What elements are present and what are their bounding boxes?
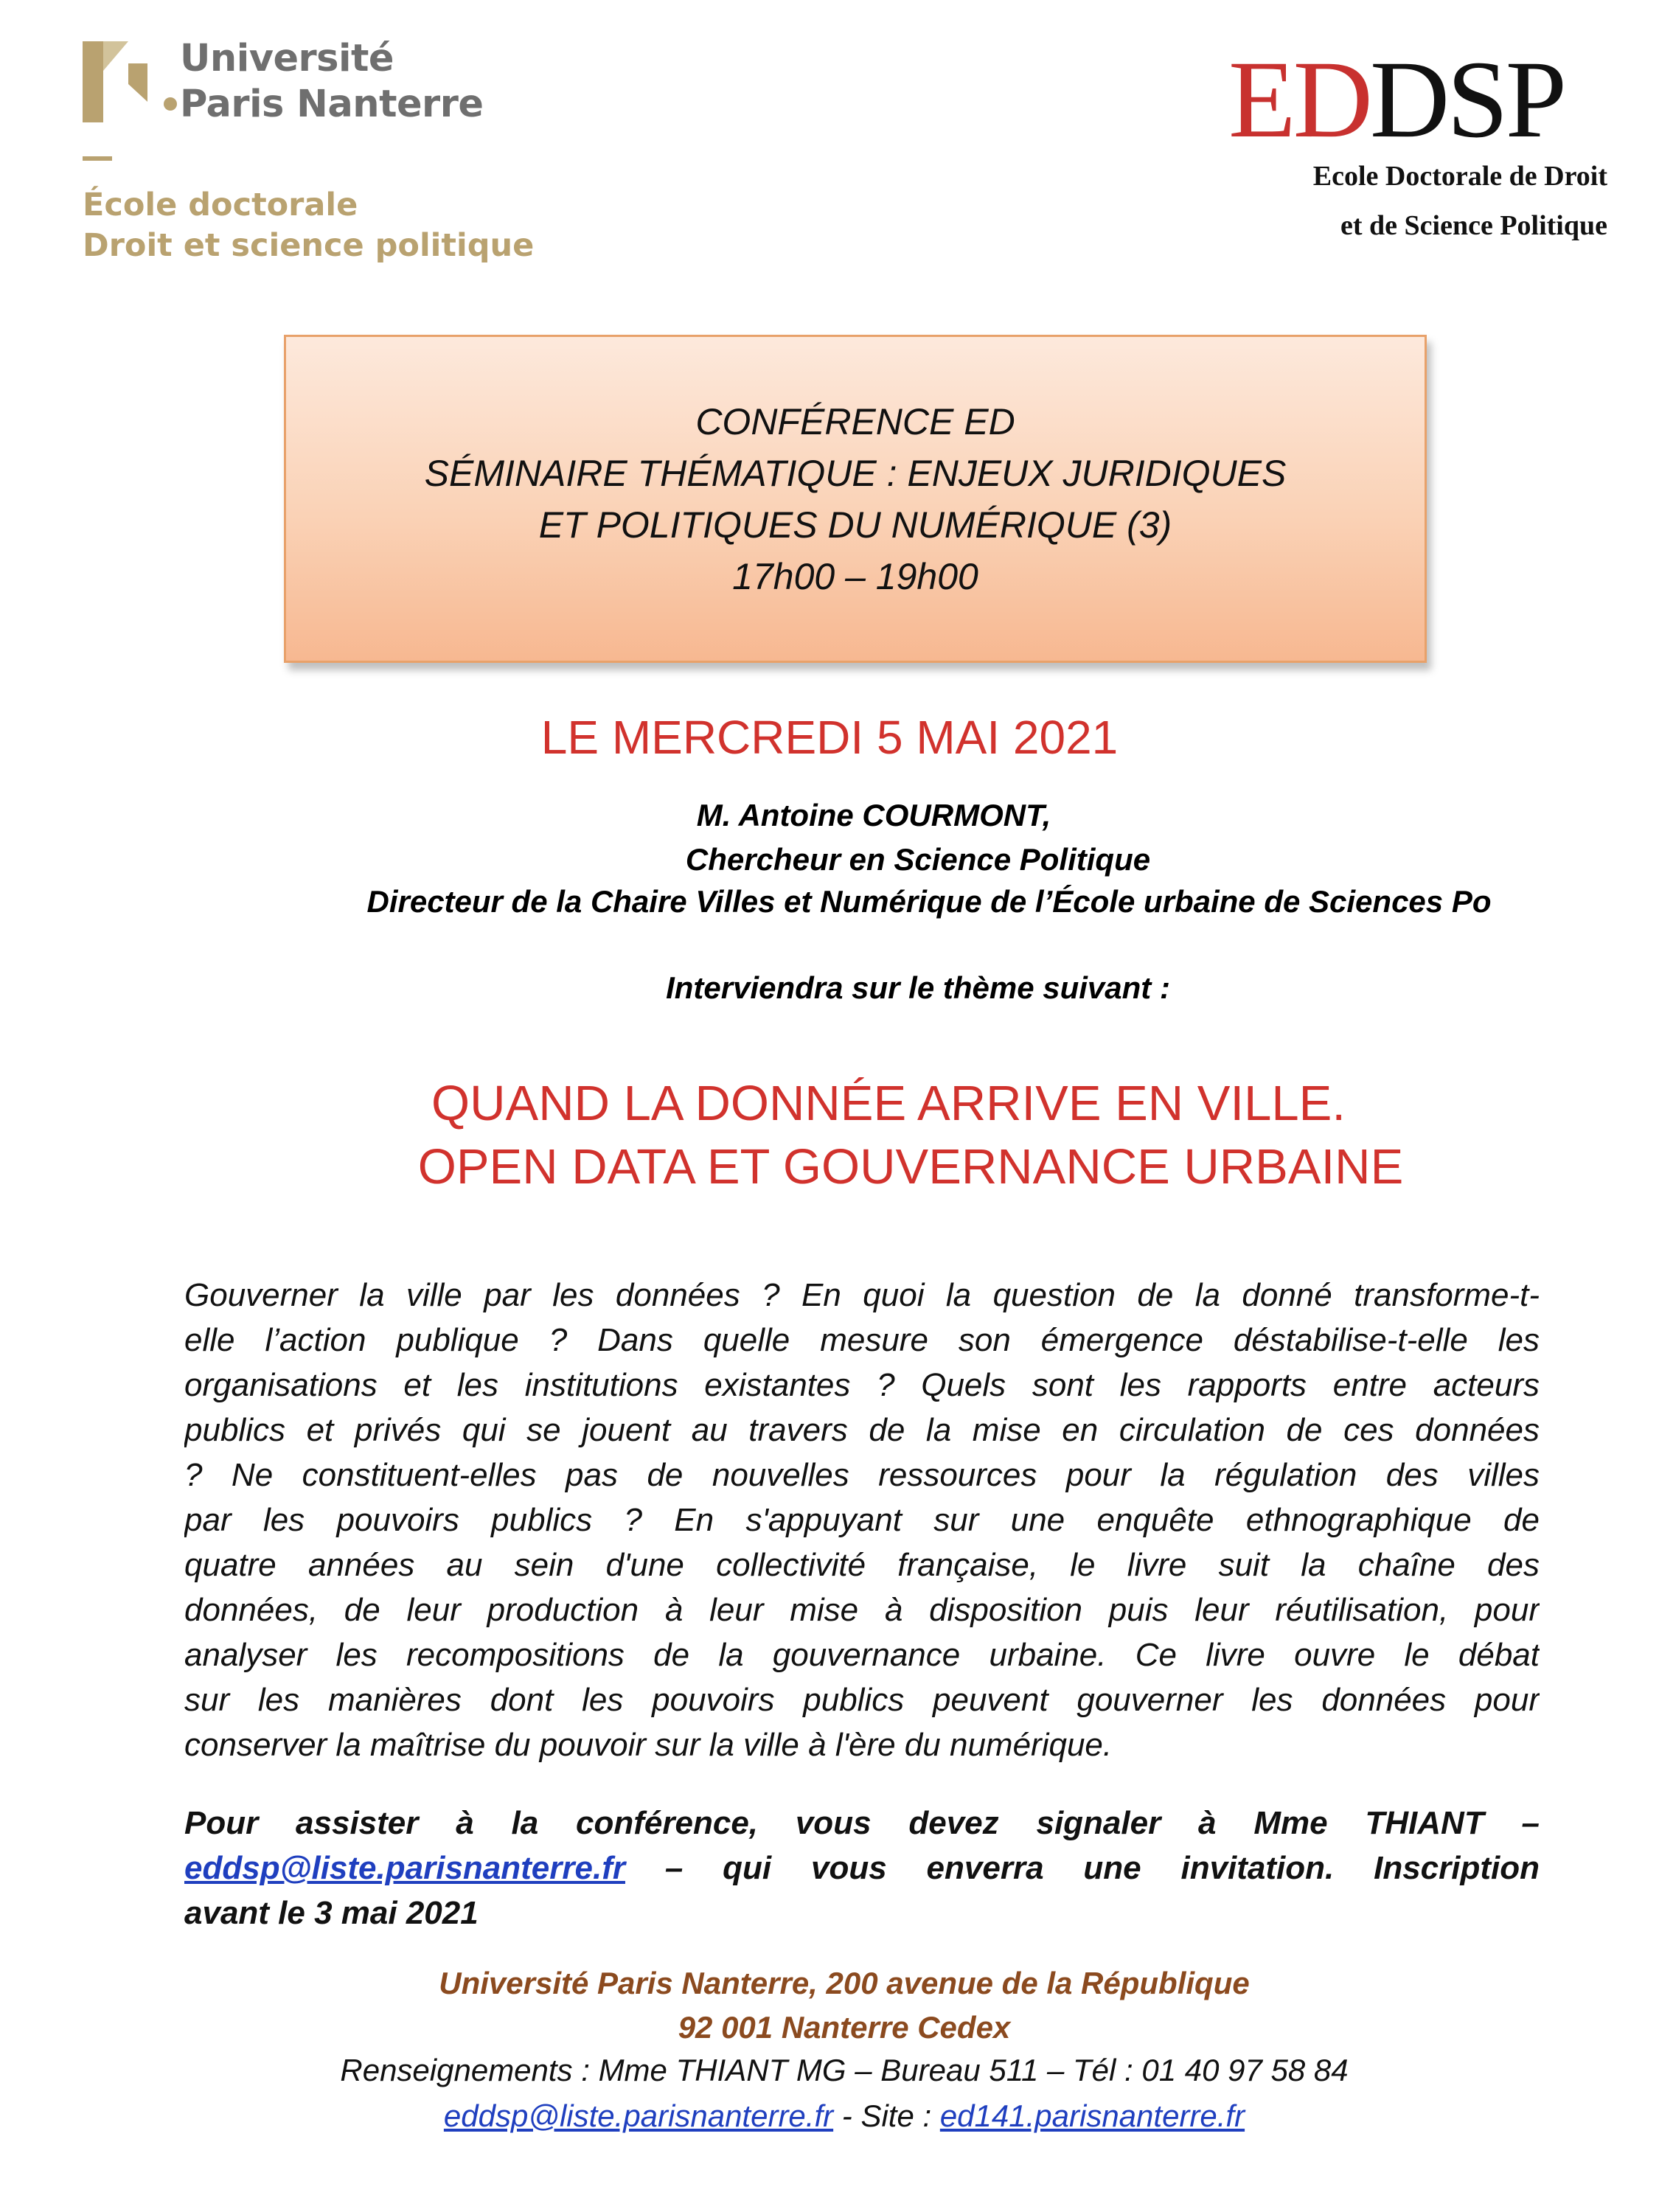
banner-line3: ET POLITIQUES DU NUMÉRIQUE (3) [538,504,1172,546]
upn-dot [164,97,177,111]
talk-title-line2: OPEN DATA ET GOUVERNANCE URBAINE [417,1139,1404,1194]
upn-name-line2: Paris Nanterre [180,83,484,126]
eddsp-acronym-black: DSP [1369,38,1565,161]
registration-line1: Pour assister à la conférence, vous devez signaler à Mme THIANT – [184,1805,1540,1841]
abstract-paragraph [184,1273,1540,1767]
footer-site-link[interactable]: ed141.parisnanterre.fr [939,2098,1245,2133]
banner-time: 17h00 – 19h00 [732,555,978,597]
upn-dash-divider [83,156,112,161]
footer-email-link[interactable]: eddsp@liste.parisnanterre.fr [443,2098,834,2133]
abstract-line: ? Ne constituent-elles pas de nouvelles ressources pour la régulation des villes [184,1457,1540,1493]
eddsp-acronym-red: ED [1228,38,1370,161]
speaker-name: M. Antoine COURMONT, [696,798,1051,832]
abstract-line: données, de leur production à leur mise à disposition puis leur réutilisation, pour [184,1592,1540,1628]
school-line1: École doctorale [83,187,358,223]
contact-links [15,2094,1659,2138]
abstract-line: analyser les recompositions de la gouvernance urbaine. Ce livre ouvre le débat [184,1637,1540,1673]
speaker-affiliation: Directeur de la Chaire Villes et Numérique de l’École urbaine de Sciences Po [366,884,1492,919]
abstract-line: organisations et les institutions existantes ? Quels sont les rapports entre acteurs [184,1367,1540,1403]
eddsp-subtitle-line1: Ecole Doctorale de Droit [1312,161,1607,192]
event-date: LE MERCREDI 5 MAI 2021 [540,711,1119,764]
eddsp-wordmark [1228,38,1565,161]
banner-line1: CONFÉRENCE ED [695,400,1015,442]
registration-email-link[interactable]: eddsp@liste.parisnanterre.fr [184,1850,625,1886]
site-label: - Site : [833,2098,940,2133]
address-line2: 92 001 Nanterre Cedex [678,2010,1011,2045]
address-line1: Université Paris Nanterre, 200 avenue de la République [439,1966,1250,2000]
abstract-line: conserver la maîtrise du pouvoir sur la ville à l'ère du numérique. [184,1727,1113,1763]
registration-notice [184,1801,1540,1935]
talk-intro: Interviendra sur le thème suivant : [666,970,1170,1005]
eddsp-logo [1209,38,1607,265]
contact-info: Renseignements : Mme THIANT MG – Bureau 511 – Tél : 01 40 97 58 84 [340,2053,1349,2087]
registration-line2-text: – qui vous enverra une invitation. Inscription [625,1850,1540,1886]
abstract-line: Gouverner la ville par les données ? En quoi la question de la donné transforme-t- [184,1277,1540,1313]
universite-paris-nanterre-logo [83,37,540,280]
upn-monogram-icon [83,41,164,122]
conference-banner [284,335,1427,663]
banner-line2: SÉMINAIRE THÉMATIQUE : ENJEUX JURIDIQUES [424,452,1287,494]
eddsp-subtitle-line2: et de Science Politique [1340,210,1607,241]
abstract-line: par les pouvoirs publics ? En s'appuyant sur une enquête ethnographique de [184,1502,1540,1538]
abstract-line: quatre années au sein d'une collectivité française, le livre suit la chaîne des [184,1547,1540,1583]
upn-name-line1: Université [180,37,394,80]
talk-title-line1: QUAND LA DONNÉE ARRIVE EN VILLE. [431,1076,1346,1131]
registration-line2 [184,1846,1540,1891]
abstract-line: publics et privés qui se jouent au travers de la mise en circulation de ces données [184,1412,1540,1448]
school-line2: Droit et science politique [83,227,535,264]
speaker-role: Chercheur en Science Politique [685,842,1151,877]
abstract-line: sur les manières dont les pouvoirs publics peuvent gouverner les données pour [184,1682,1540,1718]
registration-line3: avant le 3 mai 2021 [184,1895,479,1931]
abstract-line: elle l’action publique ? Dans quelle mesure son émergence déstabilise-t-elle les [184,1322,1540,1358]
